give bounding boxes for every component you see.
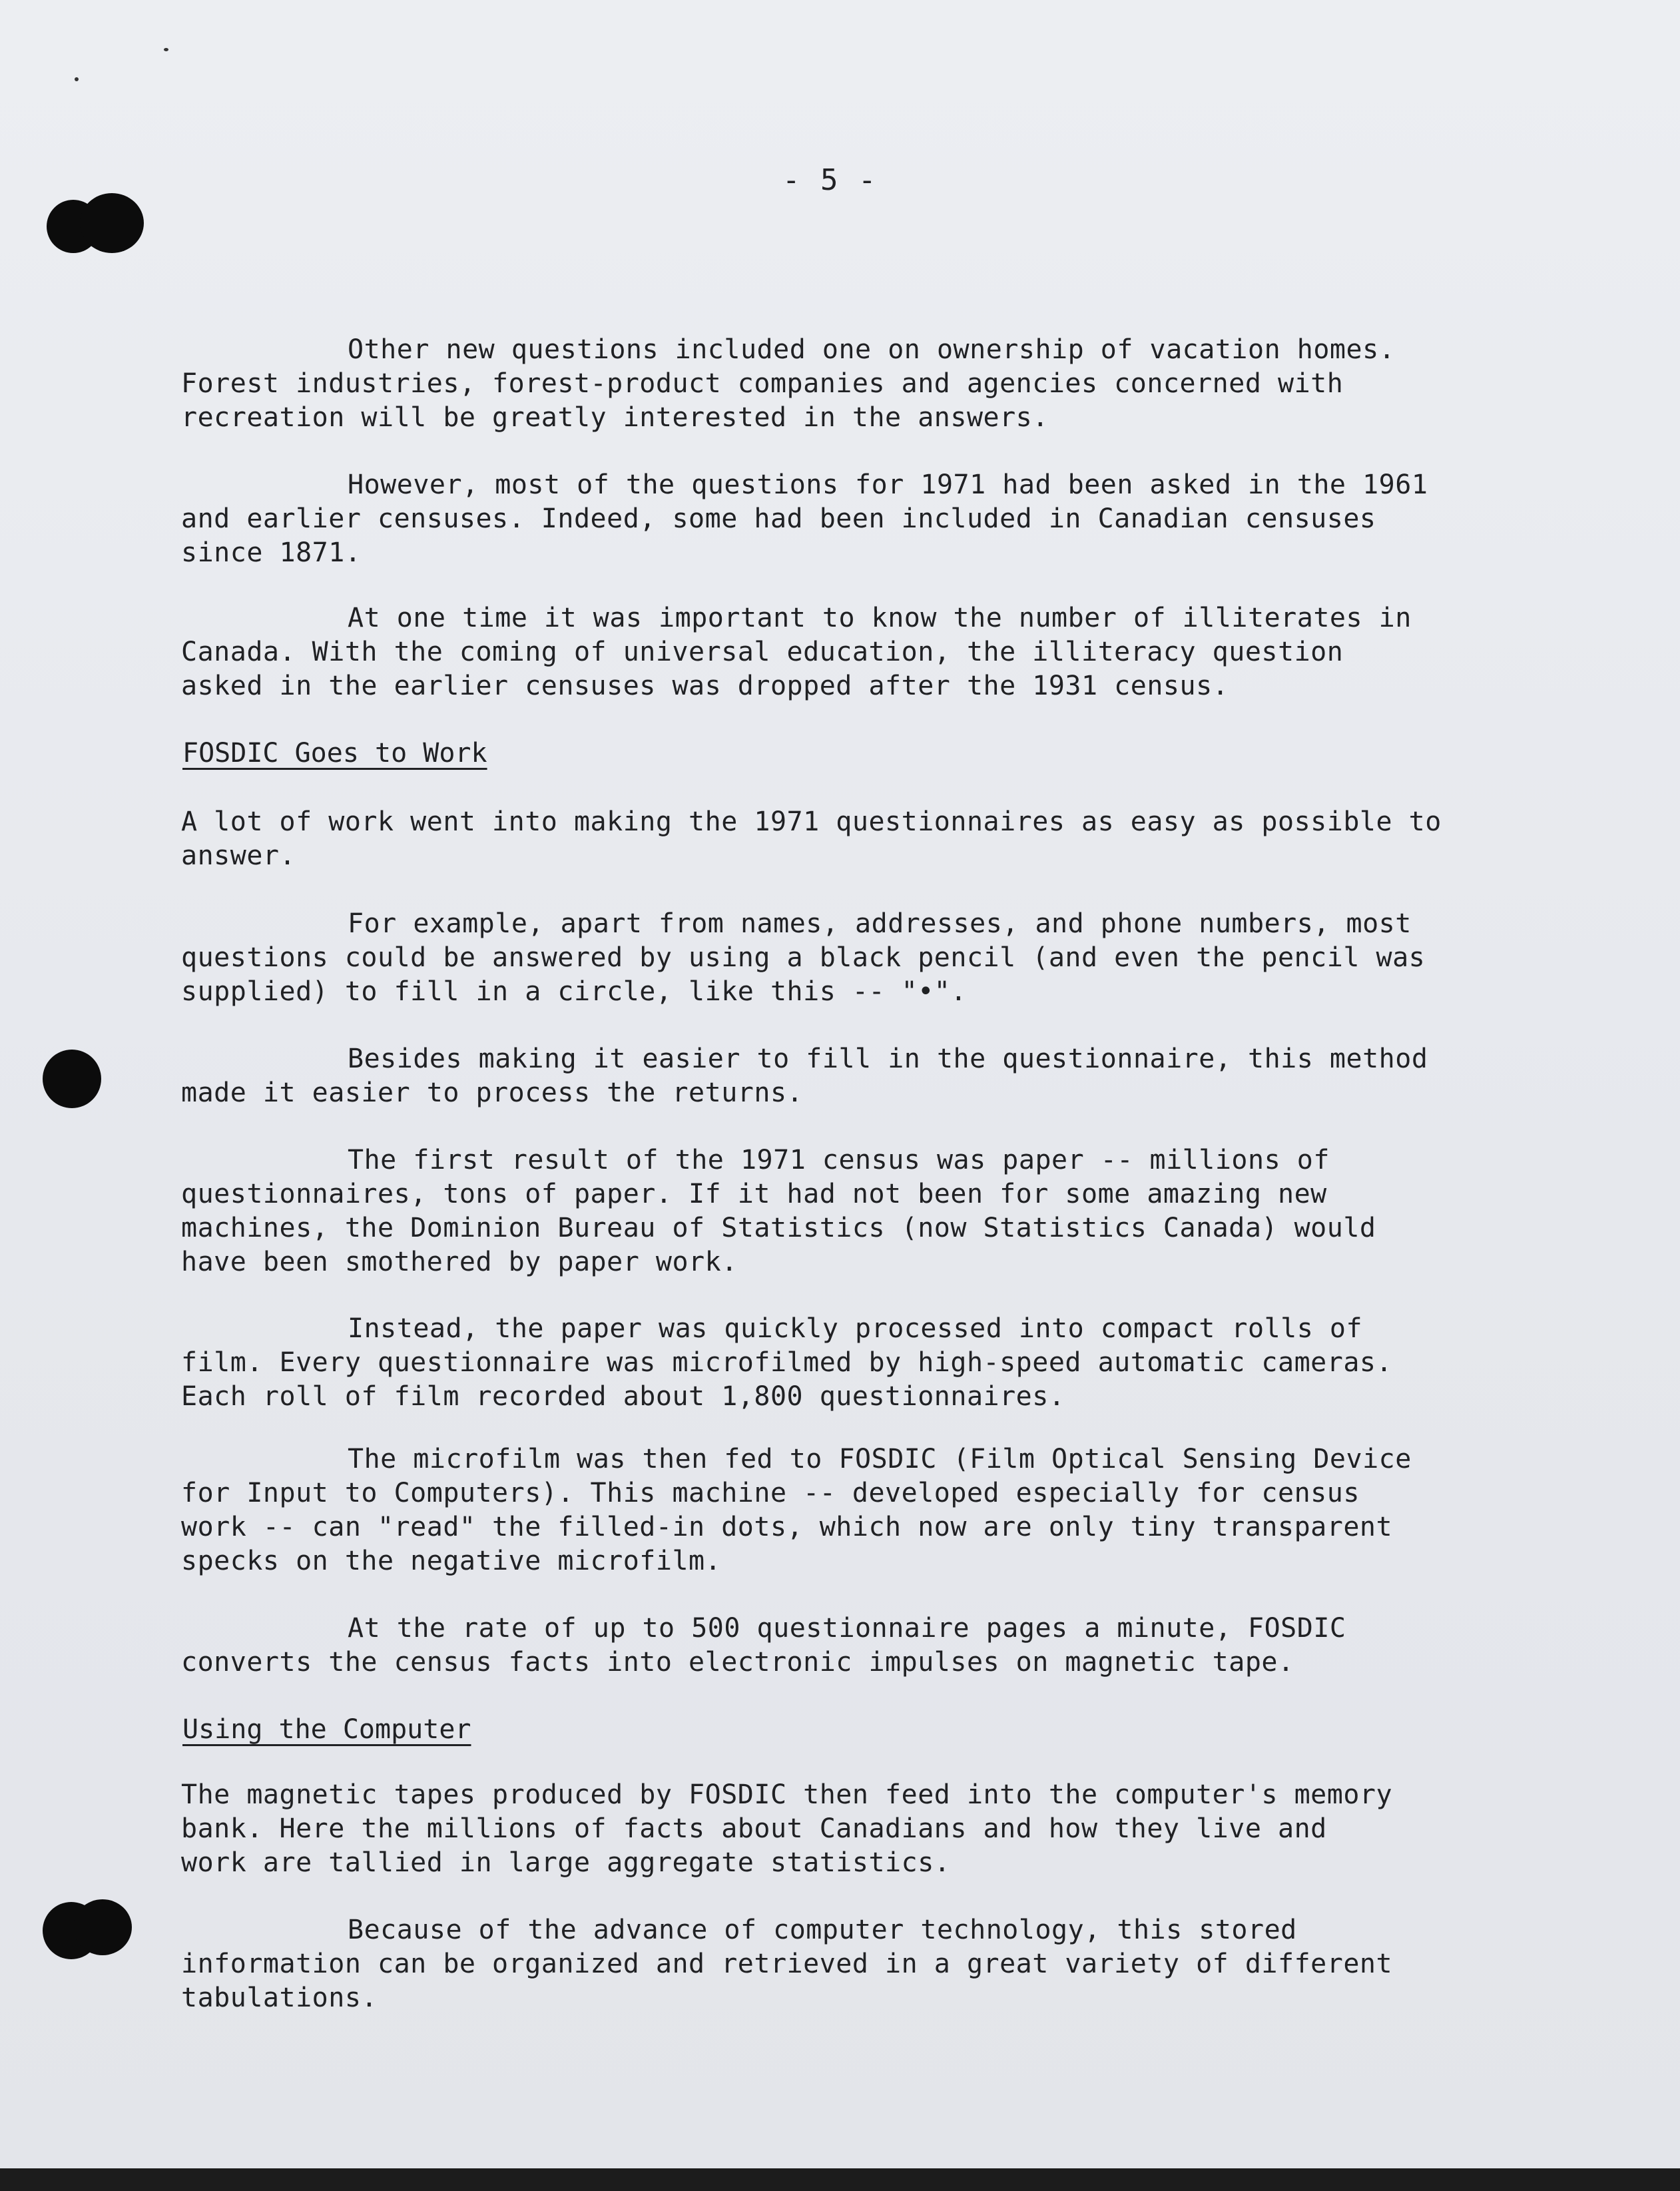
paragraph-easier-processing: Besides making it easier to fill in the questionnaire, this method made it easier to process the returns. xyxy=(181,1044,1428,1108)
paragraph-microfilm-rolls: Instead, the paper was quickly processed into compact rolls of film. Every questionnaire was microfilmed by high-speed automatic cameras. Each roll of film recorded about 1,800 questionnaires. xyxy=(181,1313,1393,1412)
paragraph-magnetic-tapes: The magnetic tapes produced by FOSDIC then feed into the computer's memory bank. Here the millions of facts about Canadians and how they live and work are tallied in large aggregate statistics. xyxy=(181,1779,1393,1878)
punch-hole-bottom xyxy=(73,1899,132,1955)
heading-using-the-computer: Using the Computer xyxy=(182,1714,471,1745)
paragraph-paper-result: The first result of the 1971 census was paper -- millions of questionnaires, tons of paper. If it had not been for some amazing new machines, the Dominion Bureau of Statistics (now Statistics Canada) would have been smothered by paper work. xyxy=(181,1145,1376,1277)
heading-fosdic-goes-to-work: FOSDIC Goes to Work xyxy=(182,738,487,769)
paragraph-1971-questions: However, most of the questions for 1971 had been asked in the 1961 and earlier censuses. Indeed, some had been included in Canadian censuses since 1871. xyxy=(181,470,1428,568)
paragraph-computer-technology: Because of the advance of computer technology, this stored information can be organized and retrieved in a great variety of different tabulations. xyxy=(181,1915,1393,2013)
scan-speck xyxy=(75,77,79,81)
page-number: - 5 - xyxy=(782,163,878,197)
paragraph-illiteracy: At one time it was important to know the number of illiterates in Canada. With the coming of universal education, the illiteracy question asked in the earlier censuses was dropped after the 1931 census. xyxy=(181,603,1412,701)
scan-bottom-edge xyxy=(0,2168,1680,2191)
paragraph-black-pencil: For example, apart from names, addresses, and phone numbers, most questions could be answered by using a black pencil (and even the pencil was supplied) to fill in a circle, like this -- "•". xyxy=(181,908,1426,1007)
paragraph-fosdic-description: The microfilm was then fed to FOSDIC (Film Optical Sensing Device for Input to Computers). This machine -- developed especially for census work -- can "read" the filled-in dots, which now are only tiny transparent specks on the negative microfilm. xyxy=(181,1444,1412,1576)
paragraph-questionnaire-design: A lot of work went into making the 1971 questionnaires as easy as possible to answer. xyxy=(181,806,1442,871)
paragraph-vacation-homes: Other new questions included one on ownership of vacation homes. Forest industries, forest-product companies and agencies concerned with recreation will be greatly interested in the answers. xyxy=(181,334,1396,433)
punch-hole-top xyxy=(80,193,144,253)
paragraph-fosdic-rate: At the rate of up to 500 questionnaire pages a minute, FOSDIC converts the census facts into electronic impulses on magnetic tape. xyxy=(181,1613,1346,1678)
punch-hole-middle xyxy=(43,1050,101,1108)
scan-speck xyxy=(164,48,168,51)
